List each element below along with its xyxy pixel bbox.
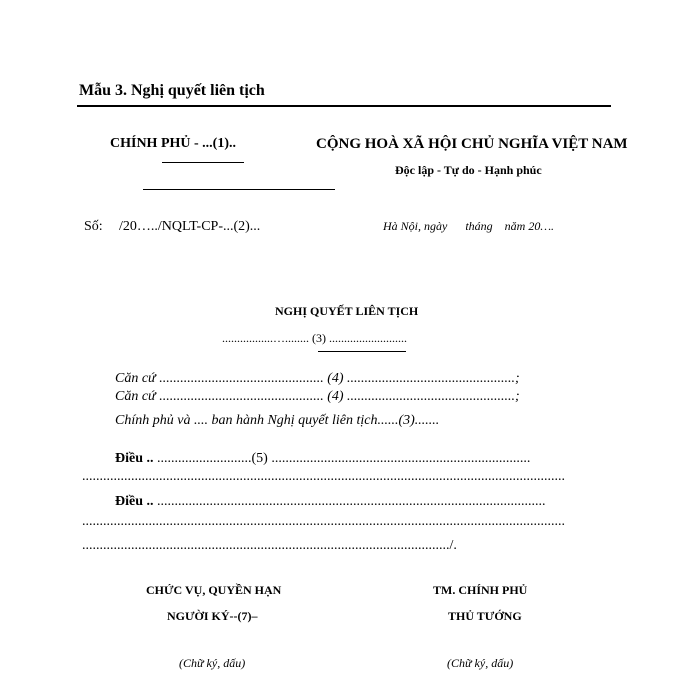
subtitle-underline xyxy=(318,351,406,352)
article-2 xyxy=(115,494,546,510)
article-2-text: ............................................................................................................... xyxy=(153,494,546,509)
enactment-clause: Chính phủ và .... ban hành Nghị quyết liên tịch......(3)....... xyxy=(115,413,440,428)
article-1-label: Điều .. xyxy=(115,451,154,466)
article-2-continuation: .......................................................................................................................................... xyxy=(82,514,565,529)
document-number: /20…../NQLT-CP-...(2)... xyxy=(119,219,261,234)
government-signer-title: TM. CHÍNH PHỦ xyxy=(433,583,528,597)
national-title: CỘNG HOÀ XÃ HỘI CHỦ NGHĨA VIỆT NAM xyxy=(316,136,628,152)
article-2-end: ........................................................................................................./. xyxy=(82,538,457,553)
signer-name-label: NGƯỜI KÝ--(7)– xyxy=(167,609,258,623)
government-signature-note: (Chữ ký, dấu) xyxy=(447,656,514,670)
national-motto: Độc lập - Tự do - Hạnh phúc xyxy=(395,163,542,177)
article-1-text: ...........................(5) .......................................................................... xyxy=(153,451,531,466)
place-date: Hà Nội, ngày tháng năm 20…. xyxy=(383,219,554,233)
article-2-label: Điều .. xyxy=(115,494,154,509)
title-underline xyxy=(77,105,611,107)
document-number-label: Số: xyxy=(84,219,103,234)
signer-position-title: CHỨC VỤ, QUYỀN HẠN xyxy=(146,583,282,597)
document-title: NGHỊ QUYẾT LIÊN TỊCH xyxy=(275,304,419,318)
signer-signature-note: (Chữ ký, dấu) xyxy=(179,656,246,670)
org-separator-line xyxy=(143,189,335,190)
legal-basis-2: Căn cứ ............................................... (4) ................................................; xyxy=(115,389,520,404)
issuing-org: CHÍNH PHỦ - ...(1).. xyxy=(110,136,236,151)
legal-basis-1: Căn cứ ............................................... (4) ................................................; xyxy=(115,371,520,386)
article-1 xyxy=(115,451,530,467)
form-title: Mẫu 3. Nghị quyết liên tịch xyxy=(79,82,265,99)
document-subtitle: .................…........ (3) .......................... xyxy=(222,331,407,345)
prime-minister-label: THỦ TƯỚNG xyxy=(448,609,522,623)
article-1-continuation: .......................................................................................................................................... xyxy=(82,469,565,484)
org-underline xyxy=(162,162,244,163)
